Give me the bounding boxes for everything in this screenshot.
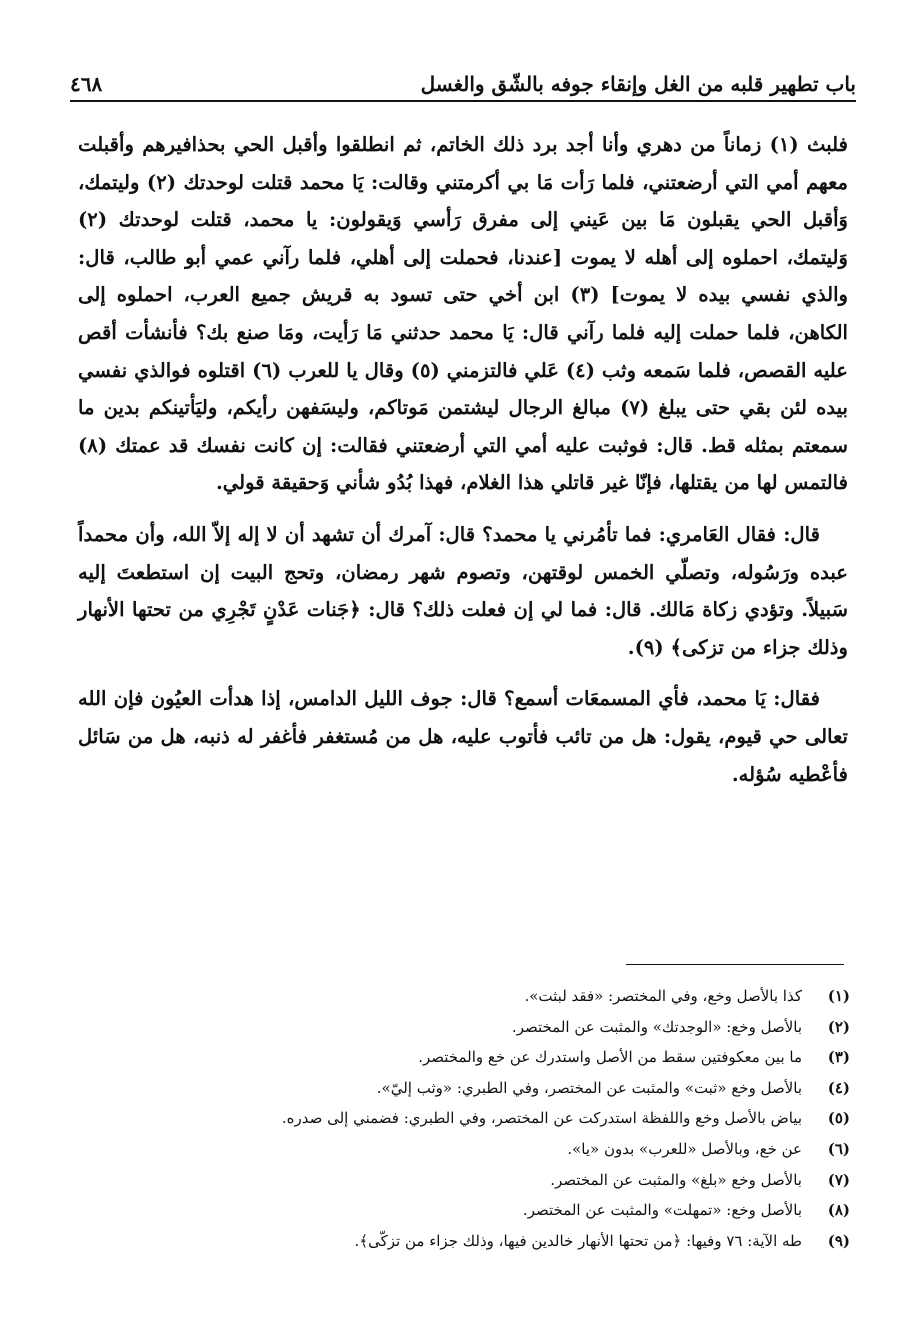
- running-title: باب تطهير قلبه من الغل وإنقاء جوفه بالشّق والغسل: [420, 72, 856, 96]
- main-text: [78, 126, 848, 793]
- paragraph-2: قال: فقال العَامري: فما تأمُرني يا محمد؟ قال: آمرك أن تشهد أن لا إله إلاّ الله، وأن محمداً عبده ورَسُوله، وتصلّي الخمس لوقتهن، وتصوم شهر رمضان، وتحج البيت إن استطعتَ إليه سَبيلاً. وتؤدي زكاة مَالك. قال: فما لي إن فعلت ذلك؟ قال: ﴿جَنات عَدْنٍ تَجْرِي من تحتها الأنهار وذلك جزاء من تزكى﴾ (٩).: [78, 522, 848, 659]
- footnote-separator: [626, 964, 844, 965]
- footnote-number: (٢): [827, 1017, 850, 1036]
- footnote-1: [60, 981, 850, 1012]
- footnote-8: [60, 1195, 850, 1226]
- footnote-text: بالأصل وخع: «تمهلت» والمثبت عن المختصر.: [522, 1201, 802, 1220]
- footnote-3: [60, 1042, 850, 1073]
- footnote-text: ما بين معكوفتين سقط من الأصل واستدرك عن خع والمختصر.: [418, 1048, 802, 1067]
- footnote-7: [60, 1165, 850, 1196]
- footnote-text: بالأصل وخع «بلغ» والمثبت عن المختصر.: [550, 1170, 802, 1189]
- footnote-text: بياض بالأصل وخع واللفظة استدركت عن المختصر، وفي الطبري: فضمني إلى صدره.: [281, 1109, 802, 1128]
- footnote-text: كذا بالأصل وخع، وفي المختصر: «فقد لبثت».: [524, 987, 802, 1005]
- footnote-number: (٤): [827, 1078, 850, 1097]
- paragraph-3: فقال: يَا محمد، فأي المسمعَات أسمع؟ قال: جوف الليل الدامس، إذا هدأت العيُون فإن الله تعالى حي قيوم، يقول: هل من تائب فأتوب عليه، هل من مُستغفر فأغفر له ذنبه، هل من سَائل فأعْطيه سُؤله.: [78, 687, 848, 786]
- footnote-number: (١): [827, 987, 850, 1005]
- footnotes-list: [60, 981, 850, 1256]
- footnote-text: بالأصل وخع «ثبت» والمثبت عن المختصر، وفي الطبري: «وثب إليّ».: [376, 1078, 802, 1097]
- footnote-9: [60, 1226, 850, 1257]
- footnote-number: (٧): [827, 1170, 850, 1189]
- footnote-2: [60, 1012, 850, 1043]
- footnote-text: بالأصل وخع: «الوجدتك» والمثبت عن المختصر.: [511, 1017, 802, 1036]
- footnote-number: (٥): [827, 1109, 850, 1128]
- page-number: ٤٦٨: [70, 72, 103, 96]
- footnote-number: (٨): [827, 1201, 850, 1220]
- footnote-number: (٣): [827, 1048, 850, 1067]
- header-rule: [70, 100, 856, 102]
- footnote-text: عن خع، وبالأصل «للعرب» بدون «يا».: [567, 1139, 802, 1158]
- footnote-number: (٩): [827, 1231, 850, 1250]
- page-header: [70, 52, 856, 96]
- footnote-6: [60, 1134, 850, 1165]
- footnote-number: (٦): [827, 1139, 850, 1158]
- footnote-5: [60, 1103, 850, 1134]
- footnote-text: طه الآية: ٧٦ وفيها: ﴿من تحتها الأنهار خالدين فيها، وذلك جزاء من تزكّى﴾.: [354, 1231, 802, 1250]
- paragraph-1: فلبث (١) زماناً من دهري وأنا أجد برد ذلك الخاتم، ثم انطلقوا وأقبل الحي بحذافيرهم وأقبلت معهم أمي التي أرضعتني، فلما رَأت مَا بي أكرمتني وقالت: يَا محمد قتلت لوحدتك (٢) وليتمك، وَأقبل الحي يقبلون مَا بين عَيني إلى مفرق رَأسي وَيقولون: يا محمد، قتلت لوحدتك (٢) وَليتمك، احملوه إلى أهله لا يموت [عندنا، فحملت إلى أهلي، فلما رآني عمي أبو طالب، قال: والذي نفسي بيده لا يموت] (٣) ابن أخي حتى تسود به قريش جميع العرب، احملوه إلى الكاهن، فلما حملت إليه فلما رآني قال: يَا محمد حدثني مَا رَأيت، ومَا صنع بك؟ فأنشأت أقص عليه القصص، فلما سَمعه وثب (٤) عَلي فالتزمني (٥) وقال يا للعرب (٦) اقتلوه فوالذي نفسي بيده لئن بقي حتى يبلغ (٧) مبالغ الرجال ليشتمن مَوتاكم، وليسَفهن رأيكم، وليَأتينكم بدين ما سمعتم بمثله قط. قال: فوثبت عليه أمي التي أرضعتني فقالت: إن كانت نفسك قد عمتك (٨) فالتمس لها من يقتلها، فإنّا غير قاتلي هذا الغلام، فهذا بُدُو شأني وَحقيقة قولي.: [78, 133, 849, 495]
- footnote-4: [60, 1073, 850, 1104]
